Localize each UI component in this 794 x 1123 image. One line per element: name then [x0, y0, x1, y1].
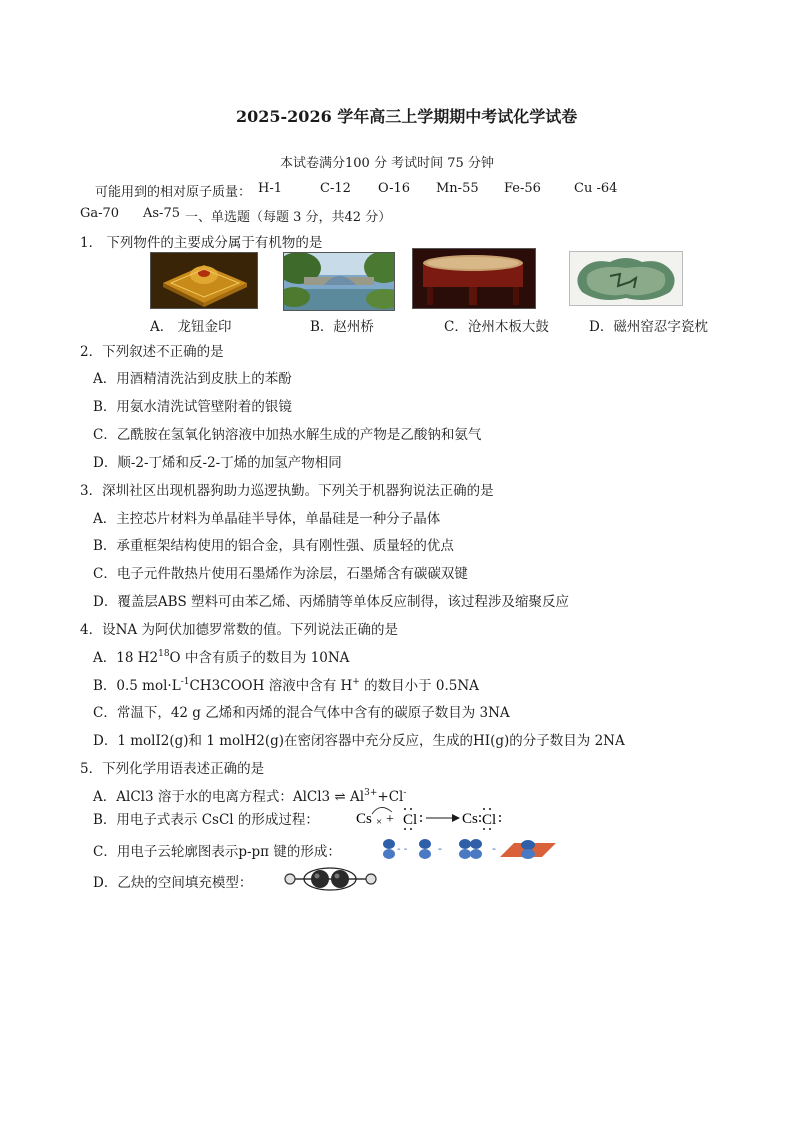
gold-seal-image	[150, 252, 258, 309]
svg-text:- -: - -	[397, 844, 408, 855]
q4-option-a[interactable]	[93, 646, 349, 666]
q5a-pre: A．AlCl3 溶于水的电离方程式：AlCl3 ⇌ Al	[93, 789, 365, 805]
plus-label: +	[386, 812, 394, 827]
q1-option-a[interactable]: A． 龙钮金印	[150, 319, 232, 335]
q1-option-c[interactable]: C．沧州木板大鼓	[444, 319, 549, 335]
atomic-mass-ga: Ga-70	[80, 206, 120, 221]
orbital-pair-1	[383, 839, 431, 859]
q4-option-b[interactable]	[93, 674, 479, 694]
q4b-sup1: -1	[180, 677, 190, 687]
atomic-mass-mn: Mn-55	[436, 181, 479, 196]
atomic-mass-o: O-16	[378, 181, 411, 196]
q4a-post: O 中含有质子的数目为 10NA	[169, 650, 350, 666]
q3-stem: 3．深圳社区出现机器狗助力巡逻执勤。下列关于机器狗说法正确的是	[80, 483, 494, 499]
q2-option-a[interactable]: A．用酒精清洗沾到皮肤上的苯酚	[93, 371, 292, 387]
q1-option-d[interactable]: D．磁州窑忍字瓷枕	[589, 319, 708, 335]
svg-text:-: -	[438, 842, 442, 855]
q5-option-b[interactable]: B．用电子式表示 CsCl 的形成过程：	[93, 812, 319, 828]
cs-label: Cs	[356, 811, 372, 827]
cs-electron-x: ×	[376, 816, 383, 828]
q3-option-a[interactable]: A．主控芯片材料为单晶硅半导体，单晶硅是一种分子晶体	[93, 511, 441, 527]
q2-option-c[interactable]: C．乙酰胺在氢氧化钠溶液中加热水解生成的产物是乙酸钠和氨气	[93, 427, 482, 443]
q4b-sup2: +	[352, 677, 360, 687]
q5a-sup1: 3+	[364, 788, 378, 798]
section-heading: 一、单选题（每题 3 分，共42 分）	[185, 210, 392, 225]
q2-option-b[interactable]: B．用氨水清洗试管壁附着的银镜	[93, 399, 292, 415]
pp-pi-orbital-diagram	[380, 837, 558, 861]
exam-subtitle: 本试卷满分100 分 考试时间 75 分钟	[280, 156, 494, 171]
q4-option-c[interactable]: C．常温下，42 g 乙烯和丙烯的混合气体中含有的碳原子数目为 3NA	[93, 705, 510, 721]
cl-product-label: Cl	[482, 812, 497, 828]
q3-option-d[interactable]: D．覆盖层ABS 塑料可由苯乙烯、丙烯腈等单体反应制得，该过程涉及缩聚反应	[93, 594, 570, 610]
svg-text:-: -	[492, 842, 496, 855]
q4-stem: 4．设NA 为阿伏加德罗常数的值。下列说法正确的是	[80, 622, 398, 638]
q2-stem: 2．下列叙述不正确的是	[80, 344, 224, 360]
atomic-mass-c: C-12	[320, 181, 351, 196]
q4b-post: 的数目小于 0.5NA	[359, 678, 479, 694]
acetylene-model-icon	[282, 866, 380, 892]
q5-stem: 5．下列化学用语表述正确的是	[80, 761, 265, 777]
arrow-head-icon	[452, 814, 460, 822]
q2-option-d[interactable]: D．顺-2-丁烯和反-2-丁烯的加氢产物相同	[93, 455, 342, 471]
q4b-pre: B．0.5 mol·L	[93, 678, 181, 694]
exam-title: 2025-2026 学年高三上学期期中考试化学试卷	[236, 107, 578, 126]
q5-option-d[interactable]: D．乙炔的空间填充模型：	[93, 875, 253, 891]
q1-option-b[interactable]: B．赵州桥	[310, 319, 374, 335]
atomic-mass-cu: Cu -64	[574, 181, 618, 196]
q5-option-c[interactable]: C．用电子云轮廓图表示p-pπ 键的形成：	[93, 844, 341, 860]
wooden-drum-image	[412, 248, 536, 309]
pi-bond-plane	[500, 840, 556, 859]
q3-option-b[interactable]: B．承重框架结构使用的铝合金，具有刚性强、质量轻的优点	[93, 538, 454, 554]
q1-stem: 1． 下列物件的主要成分属于有机物的是	[80, 235, 323, 251]
q4a-sup: 18	[158, 649, 170, 659]
q4-option-d[interactable]: D．1 molI2(g)和 1 molH2(g)在密闭容器中充分反应，生成的HI(g)的分子数目为 2NA	[93, 733, 625, 749]
q4a-pre: A．18 H2	[93, 650, 159, 666]
q3-option-c[interactable]: C．电子元件散热片使用石墨烯作为涂层，石墨烯含有碳碳双键	[93, 566, 468, 582]
atomic-mass-fe: Fe-56	[504, 181, 541, 196]
atomic-mass-as: As-75	[143, 206, 180, 221]
q4b-mid: CH3COOH 溶液中含有 H	[189, 678, 353, 694]
orbital-overlap	[459, 839, 482, 859]
cl-label: Cl	[403, 812, 418, 828]
atomic-mass-prefix: 可能用到的相对原子质量：	[95, 185, 252, 200]
cs-product-label: Cs	[462, 811, 478, 827]
atomic-mass-h: H-1	[258, 181, 283, 196]
ceramic-pillow-image	[569, 251, 683, 306]
q5a-sup2: -	[403, 788, 407, 798]
q5a-mid: +Cl	[377, 789, 404, 805]
cscl-electron-formula	[354, 798, 514, 834]
zhaozhou-bridge-image	[283, 252, 395, 311]
